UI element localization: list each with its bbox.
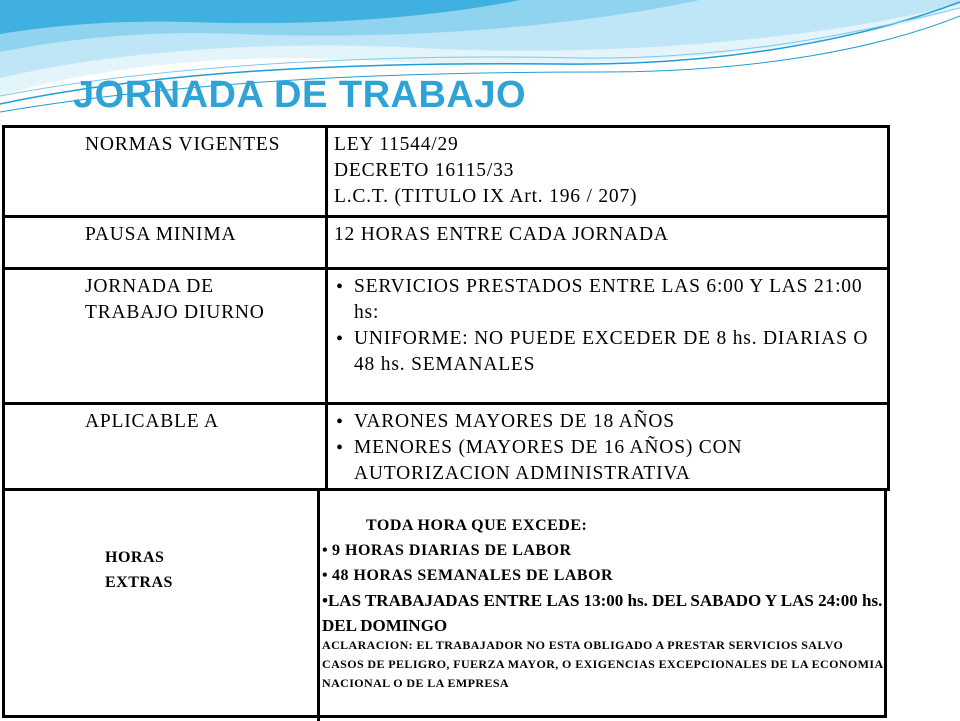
row-value-line: 12 HORAS ENTRE CADA JORNADA <box>334 224 669 245</box>
row-label <box>4 269 327 404</box>
extras-label-line: EXTRAS <box>105 574 173 591</box>
row-label: NORMAS VIGENTES <box>4 127 327 217</box>
extras-item-text: 9 HORAS DIARIAS DE LABOR <box>332 542 572 559</box>
extras-box <box>2 488 887 718</box>
extras-divider <box>317 491 320 721</box>
extras-item-text: 48 HORAS SEMANALES DE LABOR <box>332 567 614 584</box>
row-value-line: L.C.T. (TITULO IX Art. 196 / 207) <box>334 186 638 207</box>
table-row <box>4 127 889 217</box>
page-title: JORNADA DE TRABAJO <box>73 74 527 116</box>
extras-item <box>322 588 887 638</box>
bullet-item: • UNIFORME: NO PUEDE EXCEDER DE 8 hs. DIARIAS O 48 hs. SEMANALES <box>334 326 881 378</box>
row-value-line: DECRETO 16115/33 <box>334 160 515 181</box>
table-row <box>4 269 889 404</box>
bullet-icon: • <box>322 542 329 559</box>
extras-item-text: LAS TRABAJADAS ENTRE LAS 13:00 hs. DEL SABADO Y LAS 24:00 hs. DEL DOMINGO <box>322 591 883 635</box>
table-row <box>4 404 889 490</box>
row-value <box>327 127 889 217</box>
row-value <box>327 269 889 404</box>
clarification-note: ACLARACION: EL TRABAJADOR NO ESTA OBLIGADO A PRESTAR SERVICIOS SALVO CASOS DE PELIGRO, FUERZA MAYOR, O EXIGENCIAS EXCEPCIONALES DE LA ECONOMIA NACIONAL O DE LA EMPRESA <box>322 638 883 690</box>
extras-lead: TODA HORA QUE EXCEDE: <box>366 517 588 534</box>
norms-table <box>2 125 890 491</box>
extras-item <box>322 538 887 563</box>
row-label: PAUSA MINIMA <box>4 217 327 269</box>
bullet-item: • VARONES MAYORES DE 18 AÑOS <box>334 409 881 435</box>
row-value <box>327 404 889 490</box>
bullet-item: • SERVICIOS PRESTADOS ENTRE LAS 6:00 Y LAS 21:00 hs: <box>334 274 881 326</box>
table-row <box>4 217 889 269</box>
row-label-line: TRABAJO DIURNO <box>85 302 265 323</box>
extras-item <box>322 563 887 588</box>
row-label-line: JORNADA DE <box>85 276 214 297</box>
extras-content <box>322 513 887 693</box>
row-label: APLICABLE A <box>4 404 327 490</box>
bullet-item: • MENORES (MAYORES DE 16 AÑOS) CON AUTORIZACION ADMINISTRATIVA <box>334 435 881 487</box>
extras-label <box>105 545 173 595</box>
bullet-icon: • <box>322 567 329 584</box>
row-value-line: LEY 11544/29 <box>334 134 459 155</box>
bullet-icon: • <box>322 591 328 610</box>
extras-label-line: HORAS <box>105 549 165 566</box>
row-value <box>327 217 889 269</box>
